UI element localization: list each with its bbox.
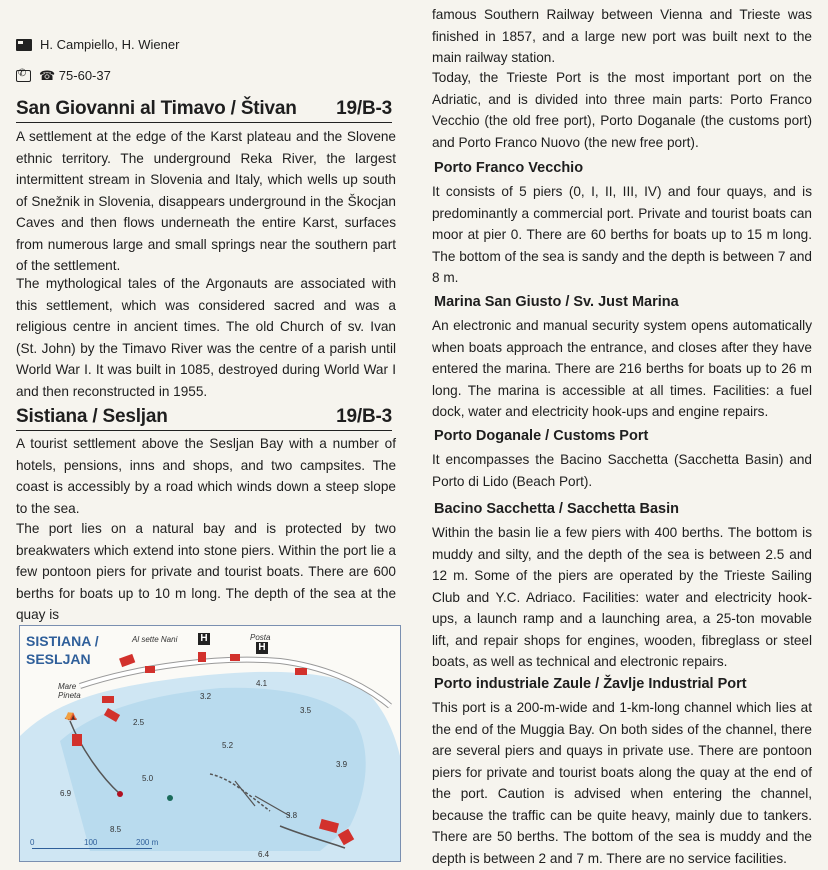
al-sette-nani-label: Al sette Nani [132,635,178,644]
depth-label: 4.1 [256,679,268,688]
bacino-sacchetta-text: Within the basin lie a few piers with 400 berths. The bottom is muddy and silty, and the depth of the sea is between 2.5 and 12 m. Some of the piers are operated by the Trieste Sailing Club and Y.C. Adriaco. Facilities: water and electricity hook-ups, a launch ramp and a launching area, a 25-ton movable lift, and repair shops for engines, wooden, fibreglass or steel boats, as well as technical and electronic repairs. [432,525,812,669]
depth-label: 2.5 [133,718,145,727]
porto-franco-vecchio-text: It consists of 5 piers (0, I, II, III, IV) and four quays, and is predominantly a commercial port. Private and tourist boats can moor at pier 0. There are 60 berths for boats up to 15 m long. The bottom of the sea is sandy and the depth is between 7 and 8 m. [432,184,812,285]
intro-paragraph-1: famous Southern Railway between Vienna and Trieste was finished in 1857, and a large new port was built next to the main railway station. [432,7,812,65]
bacino-sacchetta-heading: Bacino Sacchetta / Sacchetta Basin [434,501,679,517]
owners-text: H. Campiello, H. Wiener [40,37,180,52]
telephone-icon [16,70,31,82]
intro-paragraph-2: Today, the Trieste Port is the most important port on the Adriatic, and is divided into three main parts: Porto Franco Vecchio (the old free port), Porto Doganale (the customs port) and Porto Franco Nuovo (the new free port). [432,70,812,150]
map-title-line-2: SESLJAN [26,651,91,667]
depth-label: 3.5 [300,706,312,715]
porto-industriale-zaule-text: This port is a 200-m-wide and 1-km-long channel which lies at the end of the Muggia Bay. On both sides of the channel, there are several piers and quays in private use. There are pontoon piers for private and tourist boats along the quay at the end of the port. Caution is advised when entering the channel, because the traffic can be quite heavy, mainly due to tankers. There are 50 berths. The bottom of the sea is muddy and the depth is between 2 and 7 m. There are no service facilities. [432,700,812,866]
porto-doganale-heading: Porto Doganale / Customs Port [434,428,649,444]
porto-franco-vecchio-heading: Porto Franco Vecchio [434,160,584,176]
hotel-icon-posta: H [256,642,268,654]
mare-pineta-label: Mare Pineta [58,682,81,700]
depth-label: 6.9 [60,789,72,798]
depth-label: 3.2 [200,692,212,701]
porto-doganale-text: It encompasses the Bacino Sacchetta (Sacchetta Basin) and Porto di Lido (Beach Port). [432,452,812,489]
section-heading-sistiana [16,406,392,431]
marina-san-giusto-text: An electronic and manual security system opens automatically when boats approach the entrance, and closes after they have entered the marina. There are 216 berths for boats up to 26 m long. The marina is accessible at all times. Facilities: a fuel dock, water and electricity hook-ups and engine repairs. [432,318,812,419]
owners-line [16,37,179,52]
depth-label: 8.5 [110,825,122,834]
sistiana-harbour-map [19,625,401,862]
hotel-icon-al-sette-nani: H [198,633,210,645]
map-title-line-1: SISTIANA / [26,633,99,649]
phone-text: ☎ 75-60-37 [39,68,111,83]
depth-label: 3.9 [336,760,348,769]
san-giovanni-paragraph-2: The mythological tales of the Argonauts are associated with this settlement, which was considered sacred and was a religious centre in ancient times. The old Church of sv. Ivan (St. John) by the Timavo River was the centre of a parish until World War I. It was built in 1085, destroyed during World War I and then reconstructed in 1955. [16,276,396,399]
section-heading-san-giovanni [16,98,392,123]
depth-label: 3.8 [286,811,298,820]
sistiana-paragraph-1: A tourist settlement above the Sesljan Bay with a number of hotels, pensions, inns and shops, and two campsites. The coast is accessibly by a road which winds down a steep slope to the sea. [16,436,396,516]
sistiana-paragraph-2: The port lies on a natural bay and is protected by two breakwaters which extend into stone piers. Within the port lie a few pontoon piers for private and tourist boats. There are 600 berths for boats up to 10 m long. The depth of the sea at the quay is [16,521,396,622]
san-giovanni-ref: 19/B-3 [336,98,392,119]
bed-icon [16,39,32,51]
scale-bar [32,848,152,849]
marina-san-giusto-heading: Marina San Giusto / Sv. Just Marina [434,294,679,310]
scale-label: 100 [84,838,98,847]
sistiana-ref: 19/B-3 [336,406,392,427]
depth-label: 5.2 [222,741,234,750]
map-title [26,632,99,668]
posta-label: Posta [250,633,271,642]
porto-industriale-zaule-heading: Porto industriale Zaule / Žavlje Industrial Port [434,676,747,692]
san-giovanni-paragraph-1: A settlement at the edge of the Karst plateau and the Slovene ethnic territory. The underground Reka River, the largest intermittent stream in Slovenia and Italy, which wells up south of Snežnik in Slovenia, disappears underground in the Škocjan Caves and then flows underneath the entire Karst, surfaces from numerous large and small springs near the southern part of the settlement. [16,129,396,273]
san-giovanni-title: San Giovanni al Timavo / Štivan [16,98,297,119]
phone-line [16,68,111,84]
scale-label: 200 m [136,838,159,847]
sistiana-title: Sistiana / Sesljan [16,406,168,427]
depth-label: 6.4 [258,850,270,859]
depth-label: 5.0 [142,774,154,783]
campsite-icon: ⛺ [64,709,78,721]
scale-label: 0 [30,838,35,847]
